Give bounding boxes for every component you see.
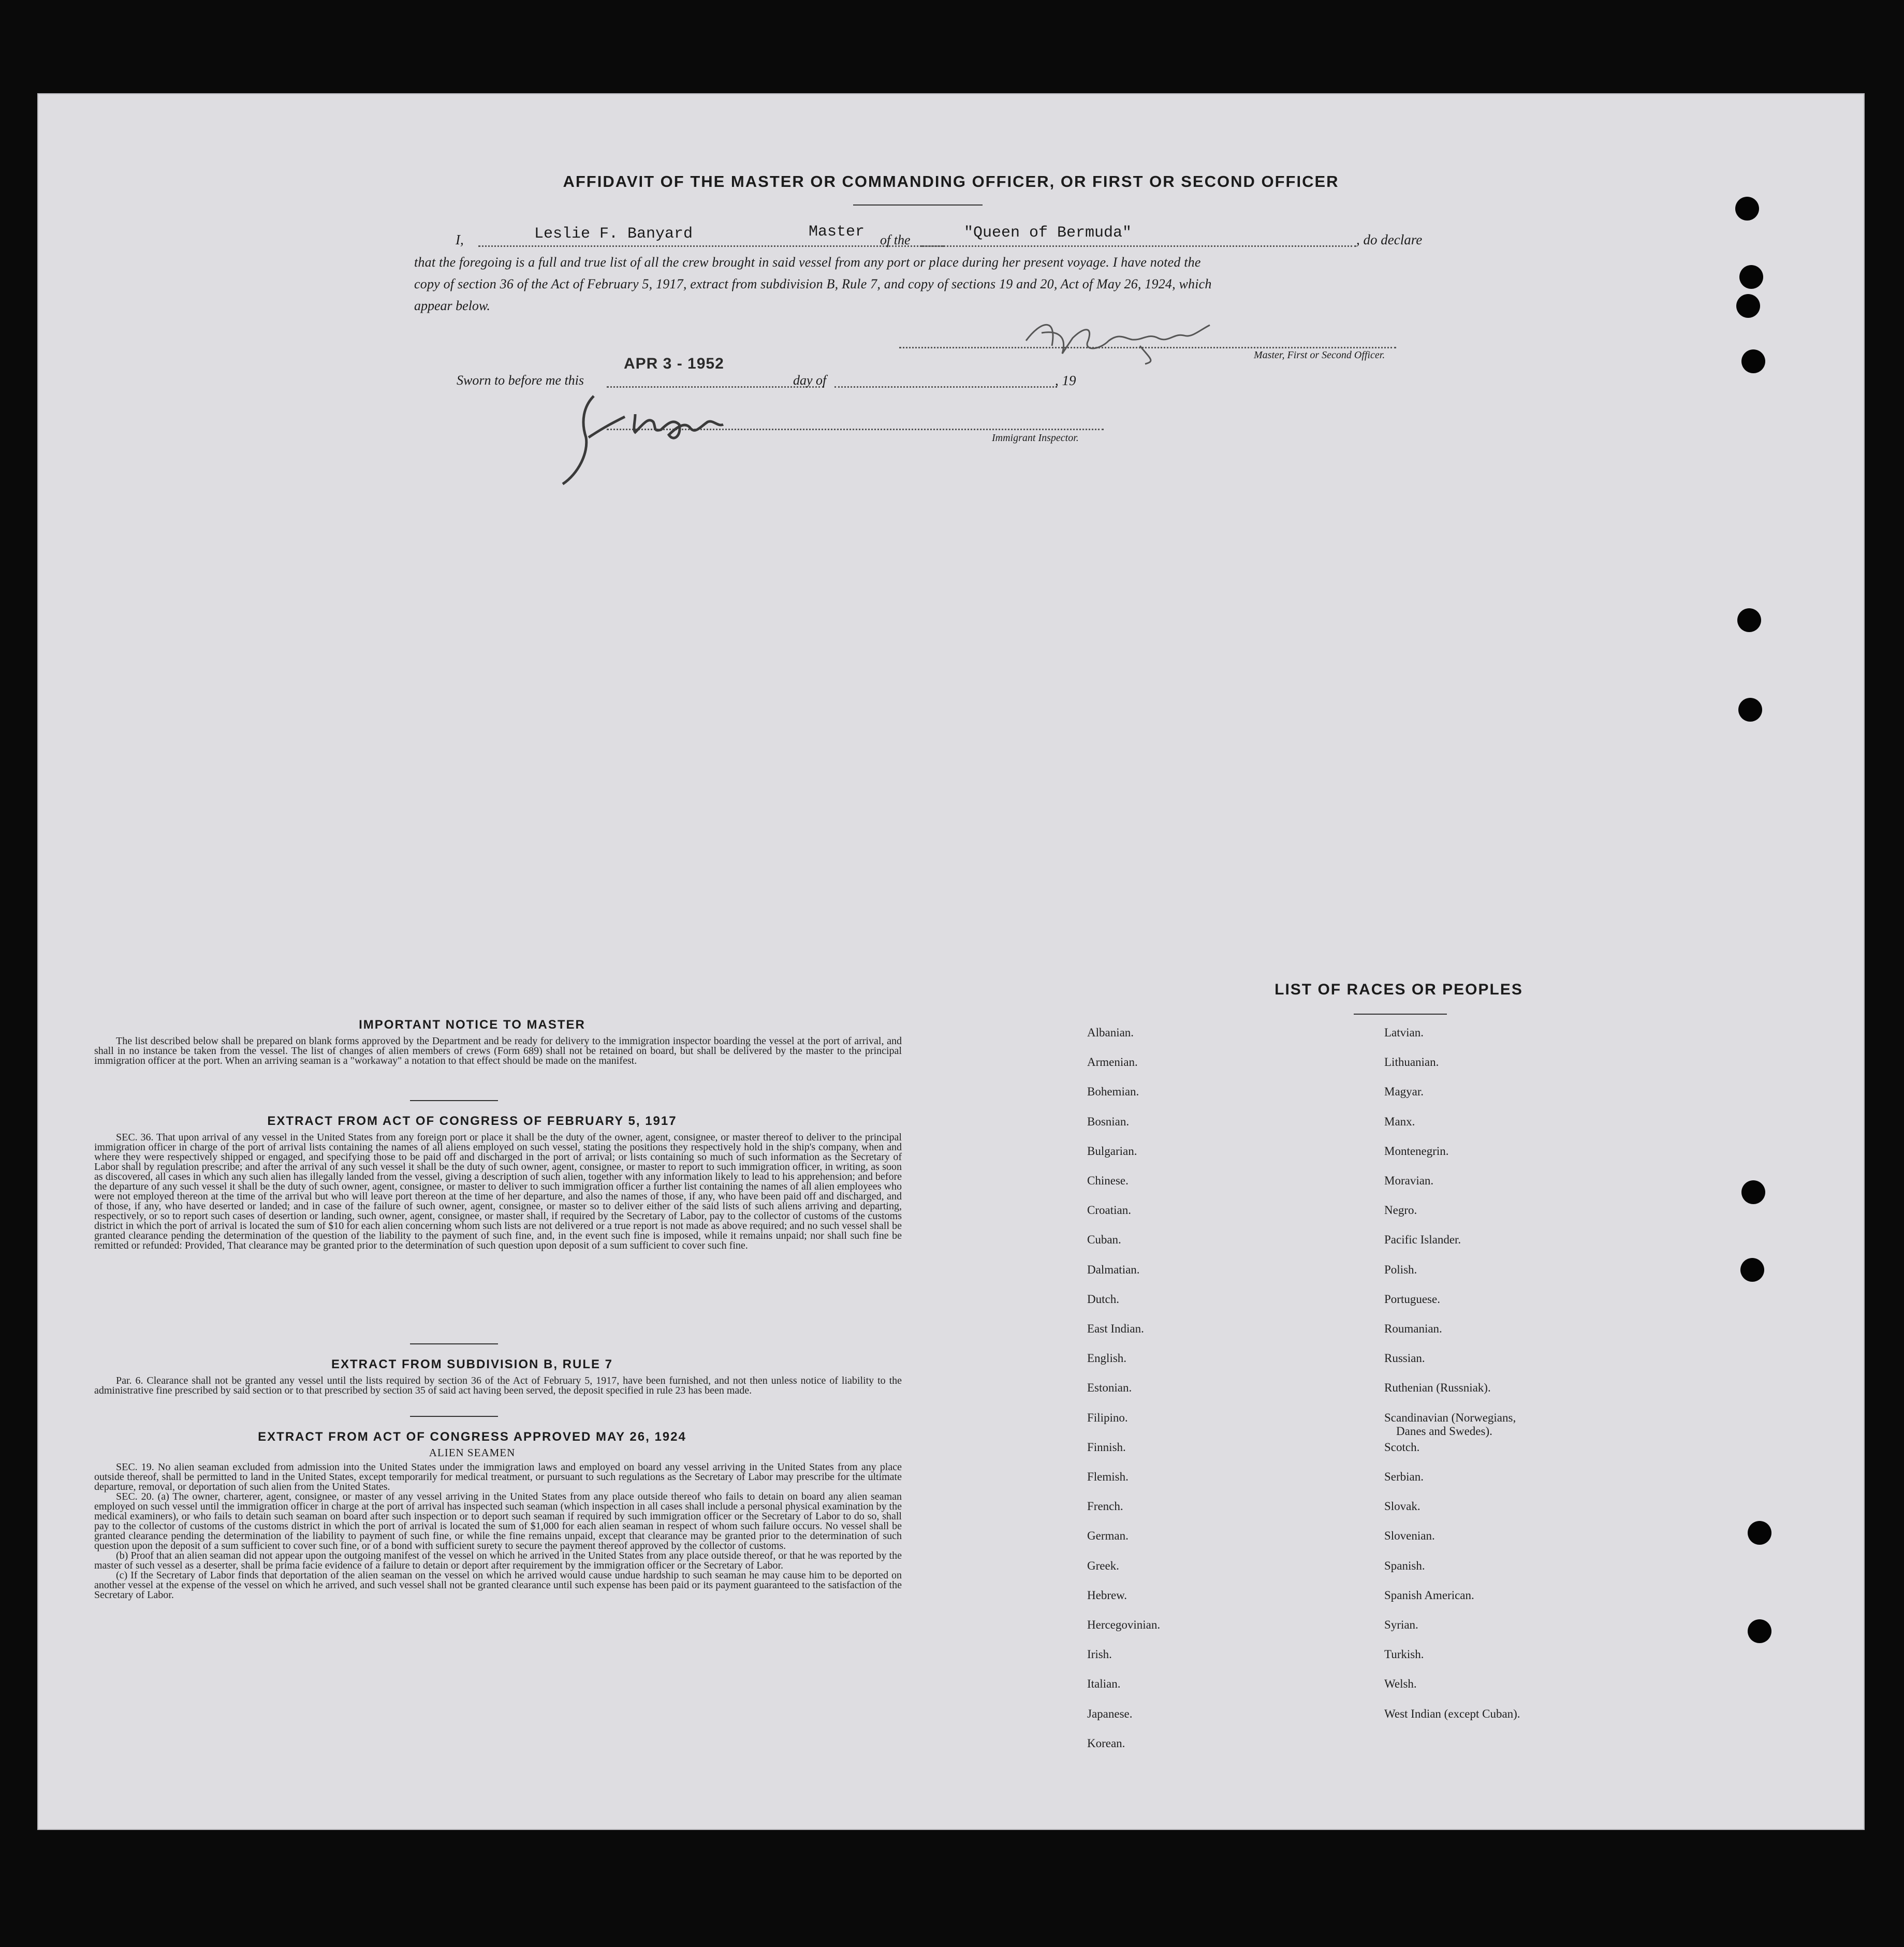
race-entry: English. [1087, 1352, 1127, 1365]
rule7-divider [410, 1416, 498, 1417]
inspector-signature [558, 386, 775, 489]
race-entry: Portuguese. [1384, 1292, 1440, 1306]
section-20b-paragraph: (b) Proof that an alien seaman did not appear upon the outgoing manifest of the vessel on which he arrived in the United States from any place outside thereof, or that he was reported by the master of such vessel as a deserter, shall be prima facie evidence of a failure to detain or deport after requirement by the immigration officer or the Secretary of Labor. [94, 1550, 902, 1571]
race-entry: German. [1087, 1529, 1129, 1543]
race-entry: West Indian (except Cuban). [1384, 1707, 1520, 1720]
affidavit-line-2: that the foregoing is a full and true list of all the crew brought in said vessel from any port or place during her present voyage. I have noted the [414, 255, 1201, 270]
race-entry: Polish. [1384, 1263, 1417, 1276]
inspector-caption: Immigrant Inspector. [992, 432, 1079, 444]
vessel-name: "Queen of Bermuda" [964, 224, 1132, 242]
race-entry: Filipino. [1087, 1411, 1128, 1424]
officer-name-line [478, 245, 944, 247]
race-entry: Dutch. [1087, 1292, 1119, 1306]
extract-1917-title: EXTRACT FROM ACT OF CONGRESS OF FEBRUARY 5, 1917 [267, 1114, 677, 1128]
race-entry: Finnish. [1087, 1440, 1126, 1454]
affidavit-line-3: copy of section 36 of the Act of February 5, 1917, extract from subdivision B, Rule 7, and copy of sections 19 and 20, Act of May 26, 1924, which [414, 276, 1212, 291]
race-entry: Spanish American. [1384, 1588, 1474, 1602]
section-20a-paragraph: SEC. 20. (a) The owner, charterer, agent, consignee, or master of any vessel arriving in the United States from any place outside thereof who fails to detain on board any alien seaman employed on such vessel until the immigration officer in charge at the port of arrival has inspected such seaman (which inspection in all cases shall include a personal physical examination by the medical examiners), or who fails to detain such seaman on board after such inspection or to deport such seaman if required by such immigration officer or the Secretary of Labor to do so, shall pay to the collector of customs of the customs district in which the port of arrival is located the sum of $1,000 for each alien seaman in respect of whom such failure occurs. No vessel shall be granted clearance pending the determination of the liability to payment of such fine, or while the fine remains unpaid, except that clearance may be granted prior to the determination of such question upon the deposit of a sum sufficient to cover such fine, or of a bond with sufficient surety to secure the payment thereof approved by the collector of customs. [94, 1491, 902, 1551]
notice-body [94, 1036, 902, 1066]
year-prefix: , 19 [1055, 373, 1076, 388]
alien-seamen-subtitle: ALIEN SEAMEN [429, 1446, 516, 1459]
race-entry: Bulgarian. [1087, 1144, 1137, 1158]
affidavit-line-4: appear below. [414, 298, 490, 313]
binder-hole [1739, 265, 1763, 289]
race-entry: French. [1087, 1500, 1123, 1513]
binder-hole [1741, 1180, 1765, 1204]
race-entry: Dalmatian. [1087, 1263, 1140, 1276]
race-entry: Manx. [1384, 1115, 1415, 1128]
rule7-body [94, 1376, 902, 1396]
binder-hole [1738, 698, 1762, 722]
section-36-paragraph: SEC. 36. That upon arrival of any vessel in the United States from any foreign port or place it shall be the duty of the owner, agent, consignee, or master thereof to deliver to the principal immigration officer in charge of the port of arrival lists containing the names of all aliens employed on such vessel, stating the positions they respectively hold in the ship's company, when and where they were respectively shipped or engaged, and specifying those to be paid off and discharged in the port of arrival; or lists containing so much of such information as the Secretary of Labor shall by regulation prescribe; and after the arrival of any such vessel it shall be the duty of such owner, agent, consignee, or master to report to such immigration officer, in writing, as soon as discovered, all cases in which any such alien has illegally landed from the vessel, giving a description of such alien, together with any information likely to lead to his apprehension; and before the departure of any such vessel it shall be the duty of such owner, agent, consignee, or master to deliver to such immigration officer a further list containing the names of all alien employees who were not employed thereon at the time of the arrival but who will leave port thereon at the time of her departure, and also the names of those, if any, who have been paid off and discharged, and of those, if any, who have deserted or landed; and in case of the failure of such owner, agent, consignee, or master so to deliver either of the said lists of such aliens arriving and departing, respectively, or so to report such cases of desertion or landing, such owner, agent, consignee, or master shall, if required by the Secretary of Labor, pay to the collector of customs of the customs district in which the port of arrival is located the sum of $10 for each alien concerning whom such lists are not delivered or a true report is not made as above required; and no such vessel shall be granted clearance pending the determination of the question of the liability to the payment of such fine, and, in the event such fine is imposed, while it remains unpaid; nor shall such fine be remitted or refunded: Provided, That clearance may be granted prior to the determination of such question upon deposit of a sum sufficient to cover such fine. [94, 1132, 902, 1251]
extract-1917-divider [410, 1343, 498, 1344]
race-entry: Flemish. [1087, 1470, 1129, 1483]
race-entry: Slovak. [1384, 1500, 1420, 1513]
binder-hole [1741, 349, 1765, 373]
binder-hole [1735, 197, 1759, 221]
binder-hole [1736, 294, 1760, 318]
race-entry: Lithuanian. [1384, 1056, 1439, 1069]
rule7-paragraph: Par. 6. Clearance shall not be granted any vessel until the lists required by section 36 of the Act of February 5, 1917, have been furnished, and not then unless notice of liability to the administrative fine prescribed by said section or to that prescribed by section 35 of said act having been served, the deposit specified in rule 23 has been made. [94, 1375, 902, 1396]
extract-1924-title: EXTRACT FROM ACT OF CONGRESS APPROVED MAY 26, 1924 [258, 1430, 686, 1444]
binder-hole [1740, 1258, 1764, 1282]
race-entry: Roumanian. [1384, 1322, 1442, 1335]
affidavit-i-label: I, [456, 232, 464, 247]
race-entry: Scotch. [1384, 1440, 1420, 1454]
binder-hole [1748, 1619, 1771, 1643]
race-entry: Serbian. [1384, 1470, 1424, 1483]
title-divider [853, 204, 983, 206]
master-signature-caption: Master, First or Second Officer. [1254, 349, 1385, 361]
race-entry: Negro. [1384, 1204, 1417, 1217]
day-of-label: day of [793, 373, 827, 388]
race-entry: Latvian. [1384, 1026, 1424, 1039]
rule7-title: EXTRACT FROM SUBDIVISION B, RULE 7 [331, 1357, 613, 1371]
race-entry: Danes and Swedes). [1396, 1424, 1492, 1438]
binder-hole [1737, 608, 1761, 632]
race-entry: Italian. [1087, 1677, 1121, 1691]
notice-paragraph: The list described below shall be prepared on blank forms approved by the Department and be ready for delivery to the immigration inspector boarding the vessel at the port of arrival, and shall in no instance be taken from the vessel. The list of changes of alien members of crews (Form 689) shall not be retained on board, but shall be delivered by the master to the principal immigration officer at the port. When an arriving seaman is a "workaway" a notation to that effect should be made on the manifest. [94, 1035, 902, 1066]
race-entry: Albanian. [1087, 1026, 1134, 1039]
race-entry: Slovenian. [1384, 1529, 1435, 1543]
month-line [834, 386, 1057, 388]
race-entry: Bosnian. [1087, 1115, 1130, 1128]
master-signature [1021, 310, 1238, 367]
race-entry: Magyar. [1384, 1085, 1424, 1099]
of-the-label: of the [880, 232, 911, 247]
race-entry: Bohemian. [1087, 1085, 1139, 1099]
binder-hole [1748, 1521, 1771, 1545]
race-entry: Estonian. [1087, 1381, 1132, 1395]
race-entry: Chinese. [1087, 1174, 1129, 1187]
sworn-date-stamp: APR 3 - 1952 [624, 355, 724, 372]
races-divider [1354, 1014, 1447, 1015]
race-entry: Turkish. [1384, 1648, 1424, 1661]
race-entry: Pacific Islander. [1384, 1233, 1461, 1247]
affidavit-title: AFFIDAVIT OF THE MASTER OR COMMANDING OFFICER, OR FIRST OR SECOND OFFICER [563, 172, 1339, 191]
sworn-label: Sworn to before me this [457, 373, 584, 388]
race-entry: Syrian. [1384, 1618, 1418, 1631]
notice-title: IMPORTANT NOTICE TO MASTER [359, 1018, 585, 1032]
race-entry: Welsh. [1384, 1677, 1417, 1691]
officer-name: Leslie F. Banyard [534, 225, 693, 243]
race-entry: Montenegrin. [1384, 1144, 1449, 1158]
race-entry: East Indian. [1087, 1322, 1144, 1335]
section-19-paragraph: SEC. 19. No alien seaman excluded from admission into the United States under the immigration laws and employed on board any vessel arriving in the United States from any place outside thereof, shall be permitted to land in the United States, except temporarily for medical treatment, or pursuant to such regulations as the Secretary of Labor may prescribe for the ultimate departure, removal, or deportation of such alien from the United States. [94, 1461, 902, 1492]
race-entry: Armenian. [1087, 1056, 1138, 1069]
notice-divider [410, 1100, 498, 1101]
vessel-name-line [921, 245, 1356, 247]
extract-1917-body [94, 1133, 902, 1251]
race-entry: Greek. [1087, 1559, 1119, 1572]
race-entry: Ruthenian (Russniak). [1384, 1381, 1491, 1395]
race-entry: Scandinavian (Norwegians, [1384, 1411, 1516, 1424]
race-entry: Moravian. [1384, 1174, 1434, 1187]
do-declare-label: , do declare [1356, 232, 1423, 247]
race-entry: Korean. [1087, 1736, 1125, 1750]
extract-1924-body [94, 1462, 902, 1600]
section-20c-paragraph: (c) If the Secretary of Labor finds that deportation of the alien seaman on the vessel on which he arrived would cause undue hardship to such seaman he may cause him to be deported on another vessel at the expense of the vessel on which he arrived, and such vessel shall not be granted clearance until such expense has been paid or its payment guaranteed to the satisfaction of the Secretary of Labor. [94, 1570, 902, 1601]
race-entry: Hercegovinian. [1087, 1618, 1161, 1631]
race-entry: Croatian. [1087, 1204, 1131, 1217]
races-title: LIST OF RACES OR PEOPLES [1275, 981, 1523, 998]
race-entry: Hebrew. [1087, 1588, 1127, 1602]
race-entry: Spanish. [1384, 1559, 1425, 1572]
document-page [37, 93, 1865, 1830]
race-entry: Russian. [1384, 1352, 1425, 1365]
race-entry: Cuban. [1087, 1233, 1121, 1247]
officer-rank: Master [809, 223, 865, 241]
race-entry: Japanese. [1087, 1707, 1133, 1720]
race-entry: Irish. [1087, 1648, 1112, 1661]
